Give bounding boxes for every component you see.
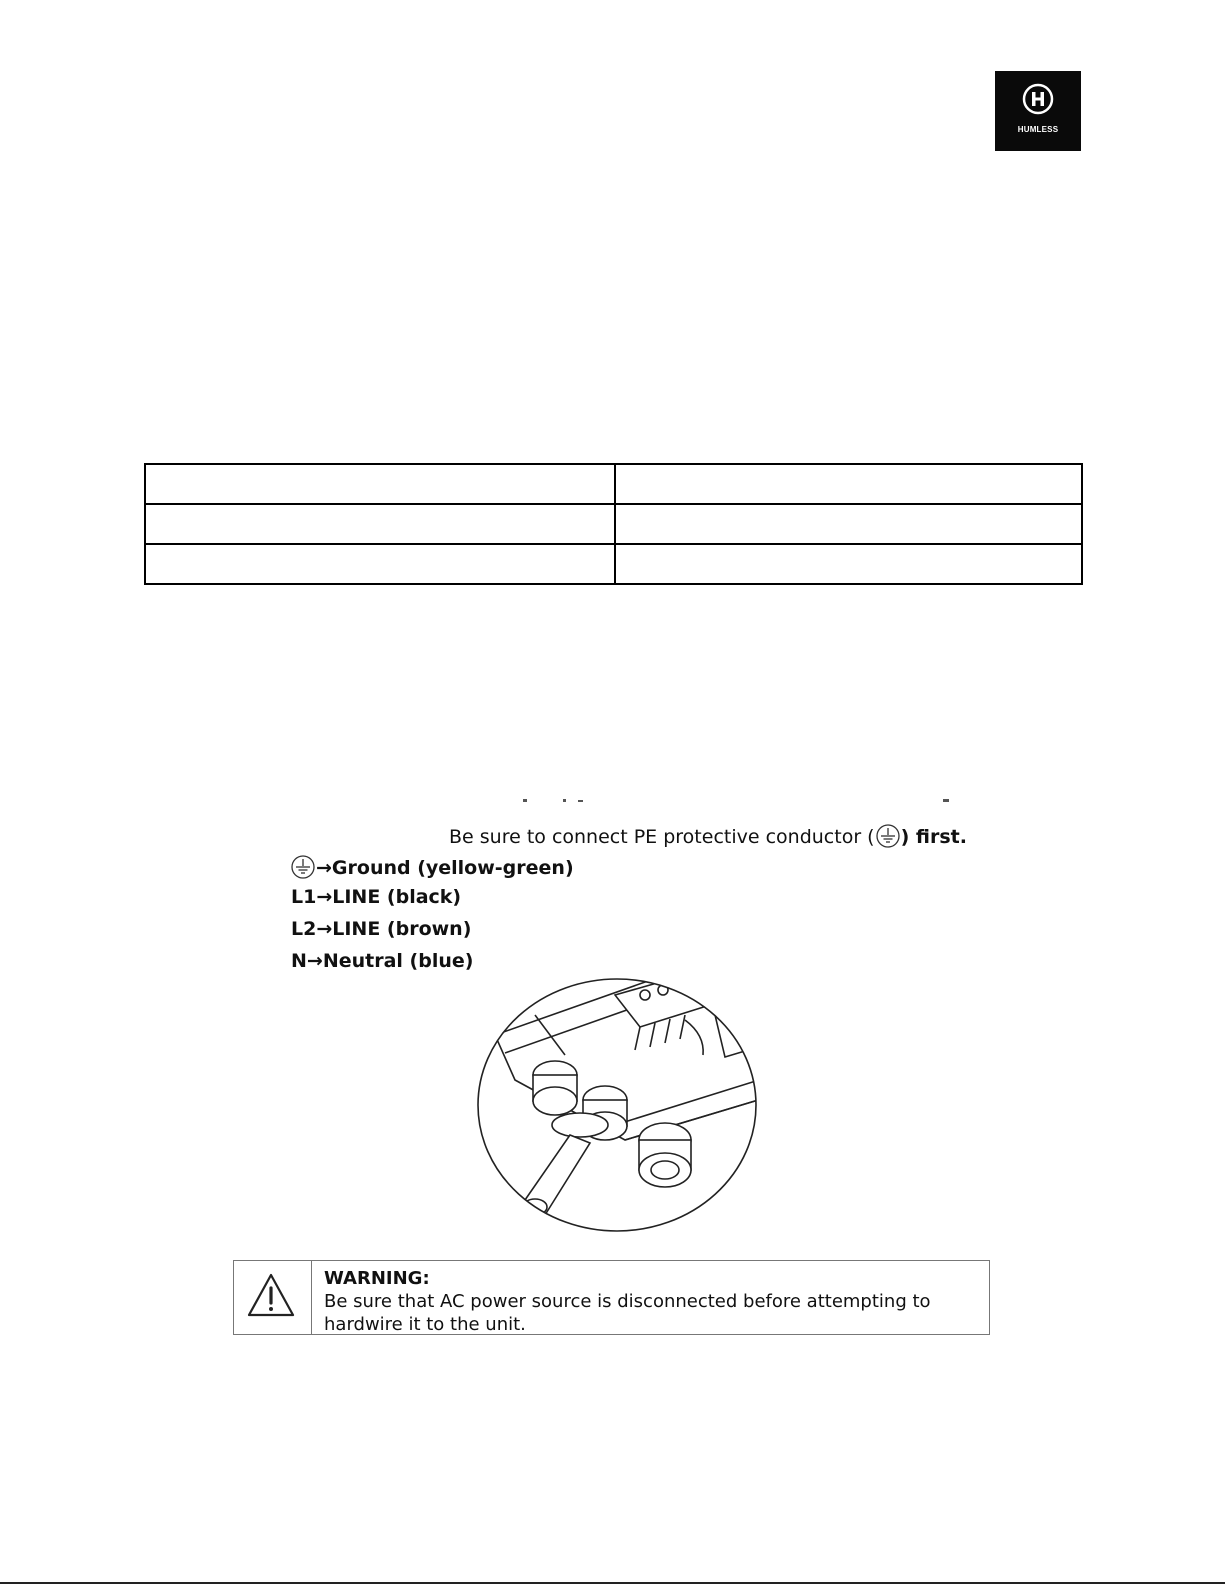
warning-icon-cell: [234, 1261, 312, 1334]
pe-instruction-text: Be sure to connect PE protective conductor (: [449, 826, 875, 848]
spec-table: [144, 463, 1083, 585]
table-cell: [615, 544, 1082, 584]
table-cell: [615, 504, 1082, 544]
cropped-text-remnant: [233, 798, 953, 804]
ground-line: [290, 854, 574, 880]
brand-logo: [995, 71, 1081, 151]
table-cell: [145, 544, 615, 584]
table-row: [145, 504, 1082, 544]
l1-label: L1→LINE (black): [291, 886, 462, 908]
l2-label: L2→LINE (brown): [291, 918, 472, 940]
ground-label: →Ground (yellow-green): [316, 857, 574, 879]
wiring-diagram-image: [475, 975, 760, 1235]
table-row: [145, 464, 1082, 504]
pe-instruction: [449, 823, 967, 849]
table-cell: [145, 504, 615, 544]
pe-instruction-end: ) first.: [900, 826, 967, 848]
warning-line-2: hardwire it to the unit.: [324, 1314, 526, 1335]
warning-triangle-icon: [246, 1272, 296, 1318]
table-cell: [145, 464, 615, 504]
n-label: N→Neutral (blue): [291, 950, 474, 972]
warning-text: [312, 1261, 931, 1334]
footer-rule: [0, 1582, 1225, 1584]
table-cell: [615, 464, 1082, 504]
table-row: [145, 544, 1082, 584]
ground-symbol-icon: [875, 823, 901, 849]
ground-symbol-icon: [290, 854, 316, 880]
warning-title: WARNING:: [324, 1268, 430, 1289]
logo-text: HUMLESS: [1017, 125, 1059, 134]
warning-line-1: Be sure that AC power source is disconnected before attempting to: [324, 1291, 931, 1312]
logo-mark-icon: [1022, 83, 1054, 115]
warning-box: [233, 1260, 990, 1335]
